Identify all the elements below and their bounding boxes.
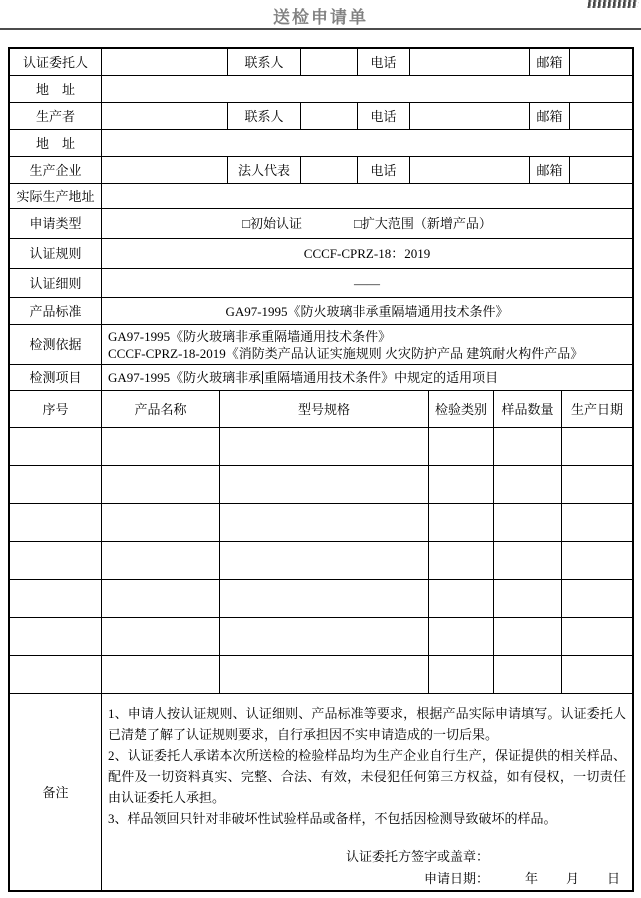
checkbox-initial-certification[interactable]: □初始认证 [242,216,302,231]
item-type-cell[interactable] [429,428,494,466]
manufacturer-label: 生产企业 [10,157,102,184]
items-header-row [10,391,632,428]
remarks-note-3: 3、样品领回只针对非破坏性试验样品或备样，不包括因检测导致破坏的样品。 [108,811,557,826]
product-standard-row [10,298,632,325]
producer-contact-label: 联系人 [228,103,301,130]
col-header-production-date: 生产日期 [562,391,632,428]
item-qty-cell[interactable] [494,542,562,580]
item-qty-cell[interactable] [494,580,562,618]
date-label: 申请日期： [424,871,490,886]
test-basis-label: 检测依据 [10,325,102,365]
item-name-cell[interactable] [102,542,220,580]
item-type-cell[interactable] [429,580,494,618]
producer-value-cell[interactable] [102,103,228,130]
item-type-cell[interactable] [429,542,494,580]
cert-rule-label: 认证规则 [10,239,102,269]
producer-address-label: 地 址 [10,130,102,157]
cert-rule-value: CCCF-CPRZ-18：2019 [102,239,632,269]
item-model-cell[interactable] [220,580,429,618]
item-model-cell[interactable] [220,504,429,542]
actual-address-label: 实际生产地址 [10,184,102,209]
producer-phone-cell[interactable] [410,103,530,130]
remarks-note-1: 1、申请人按认证规则、认证细则、产品标准等要求，根据产品实际申请填写。认证委托人已清楚了解了认证规则要求，自行承担因不实申请造成的一切后果。 [108,706,626,742]
checkbox-expand-scope[interactable]: □扩大范围（新增产品） [354,216,492,231]
actual-address-cell[interactable] [102,184,632,209]
item-row [10,542,632,580]
test-basis-value [102,325,632,365]
month-label: 月 [566,871,580,886]
application-type-row [10,209,632,239]
item-date-cell[interactable] [562,428,632,466]
applicant-email-label: 邮箱 [530,49,570,76]
applicant-contact-cell[interactable] [301,49,358,76]
test-items-row [10,365,632,391]
item-row [10,428,632,466]
item-name-cell[interactable] [102,656,220,694]
application-form-table [8,47,634,892]
year-label: 年 [525,871,539,886]
cert-detail-row [10,269,632,298]
applicant-email-cell[interactable] [570,49,632,76]
item-row [10,580,632,618]
item-seq-cell[interactable] [10,580,102,618]
remarks-row [10,694,632,890]
col-header-inspection-type: 检验类别 [429,391,494,428]
item-name-cell[interactable] [102,580,220,618]
cropped-watermark-artifact [587,0,638,8]
item-seq-cell[interactable] [10,504,102,542]
test-items-text-after: 重隔墙通用技术条件》中规定的适用项目 [264,370,499,385]
producer-contact-cell[interactable] [301,103,358,130]
item-model-cell[interactable] [220,542,429,580]
producer-address-cell[interactable] [102,130,632,157]
producer-label: 生产者 [10,103,102,130]
applicant-phone-cell[interactable] [410,49,530,76]
producer-row [10,103,632,130]
cert-rule-row [10,239,632,269]
item-name-cell[interactable] [102,428,220,466]
applicant-value-cell[interactable] [102,49,228,76]
item-qty-cell[interactable] [494,656,562,694]
text-cursor [262,371,263,384]
item-date-cell[interactable] [562,504,632,542]
item-type-cell[interactable] [429,504,494,542]
item-seq-cell[interactable] [10,466,102,504]
applicant-phone-label: 电话 [358,49,410,76]
item-row [10,618,632,656]
test-basis-line1: GA97-1995《防火玻璃非承重隔墙通用技术条件》 [108,328,392,344]
manufacturer-email-cell[interactable] [570,157,632,184]
item-name-cell[interactable] [102,504,220,542]
applicant-row [10,49,632,76]
header-divider [0,28,641,30]
item-row [10,504,632,542]
item-date-cell[interactable] [562,656,632,694]
application-type-label: 申请类型 [10,209,102,239]
actual-address-row [10,184,632,209]
manufacturer-value-cell[interactable] [102,157,228,184]
item-model-cell[interactable] [220,428,429,466]
test-items-value[interactable] [102,365,632,391]
signature-label: 认证委托方签字或盖章： [346,849,490,864]
item-model-cell[interactable] [220,466,429,504]
item-date-cell[interactable] [562,580,632,618]
col-header-product-name: 产品名称 [102,391,220,428]
col-header-sample-qty: 样品数量 [494,391,562,428]
page-title: 送检申请单 [273,8,368,27]
remarks-note-2: 2、认证委托人承诺本次所送检的检验样品均为生产企业自行生产，保证提供的相关样品、配件及一切资料真实、完整、合法、有效，未侵犯任何第三方权益，如有侵权，一切责任由认证委托人承担。 [108,748,626,805]
remarks-content [102,694,632,890]
day-label: 日 [607,871,621,886]
item-row [10,466,632,504]
cert-detail-label: 认证细则 [10,269,102,298]
cert-detail-value: —— [102,269,632,298]
test-items-text-before: GA97-1995《防火玻璃非承 [108,370,262,385]
test-basis-line2: CCCF-CPRZ-18-2019《消防类产品认证实施规则 火灾防护产品 建筑耐火构件产品》 [108,345,584,361]
item-seq-cell[interactable] [10,542,102,580]
manufacturer-phone-label: 电话 [358,157,410,184]
item-name-cell[interactable] [102,466,220,504]
signature-line [346,846,626,867]
manufacturer-legal-rep-cell[interactable] [301,157,358,184]
manufacturer-phone-cell[interactable] [410,157,530,184]
applicant-contact-label: 联系人 [228,49,301,76]
item-seq-cell[interactable] [10,618,102,656]
test-items-label: 检测项目 [10,365,102,391]
product-standard-label: 产品标准 [10,298,102,325]
col-header-seq: 序号 [10,391,102,428]
producer-email-label: 邮箱 [530,103,570,130]
item-qty-cell[interactable] [494,618,562,656]
item-model-cell[interactable] [220,656,429,694]
item-qty-cell[interactable] [494,466,562,504]
application-date-line [424,868,626,889]
item-name-cell[interactable] [102,618,220,656]
application-type-cell [102,209,632,239]
item-date-cell[interactable] [562,466,632,504]
item-date-cell[interactable] [562,542,632,580]
item-type-cell[interactable] [429,466,494,504]
item-type-cell[interactable] [429,656,494,694]
product-standard-value: GA97-1995《防火玻璃非承重隔墙通用技术条件》 [102,298,632,325]
item-row [10,656,632,694]
applicant-address-cell[interactable] [102,76,632,103]
remarks-label: 备注 [10,694,102,890]
applicant-address-row [10,76,632,103]
applicant-address-label: 地 址 [10,76,102,103]
item-type-cell[interactable] [429,618,494,656]
item-seq-cell[interactable] [10,428,102,466]
manufacturer-row [10,157,632,184]
test-basis-row [10,325,632,365]
item-date-cell[interactable] [562,618,632,656]
col-header-model-spec: 型号规格 [220,391,429,428]
manufacturer-email-label: 邮箱 [530,157,570,184]
producer-email-cell[interactable] [570,103,632,130]
item-qty-cell[interactable] [494,428,562,466]
applicant-label: 认证委托人 [10,49,102,76]
item-model-cell[interactable] [220,618,429,656]
producer-address-row [10,130,632,157]
item-seq-cell[interactable] [10,656,102,694]
producer-phone-label: 电话 [358,103,410,130]
item-qty-cell[interactable] [494,504,562,542]
manufacturer-legal-rep-label: 法人代表 [228,157,301,184]
